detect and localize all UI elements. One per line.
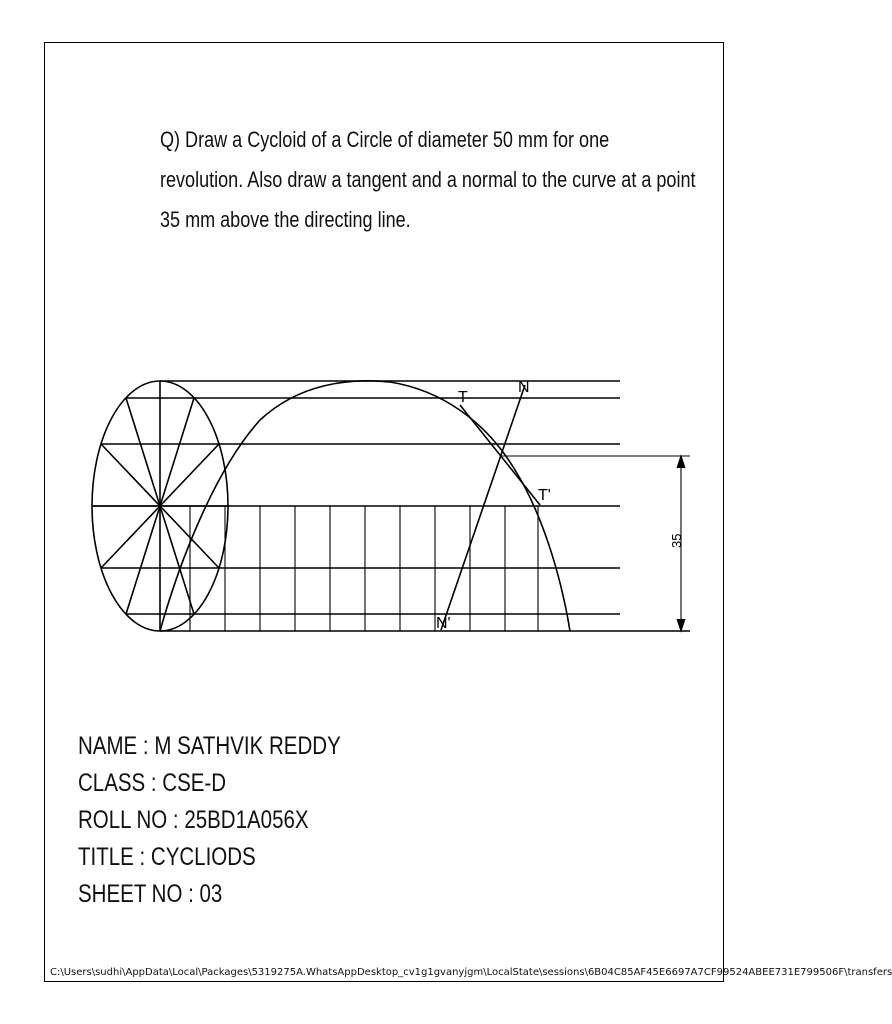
normal-line [441, 385, 525, 630]
dimension-arrow-top [677, 456, 685, 468]
sheet-no-line: SHEET NO : 03 [78, 880, 223, 908]
label-N: N [518, 379, 530, 396]
roll-no-line: ROLL NO : 25BD1A056X [78, 806, 309, 834]
class-line: CLASS : CSE-D [78, 769, 227, 797]
question-line-2: revolution. Also draw a tangent and a normal to the curve at a point [160, 167, 696, 192]
label-N-prime: N' [436, 615, 451, 632]
label-T-prime: T' [538, 487, 551, 504]
dimension-label: 35 [669, 533, 684, 548]
title-line: TITLE : CYCLIODS [78, 843, 256, 871]
label-T: T [458, 389, 468, 406]
dimension-arrow-bottom [677, 619, 685, 631]
name-line: NAME : M SATHVIK REDDY [78, 732, 341, 760]
student-info-block [78, 728, 341, 913]
question-line-3: 35 mm above the directing line. [160, 207, 411, 232]
tangent-line [460, 405, 540, 505]
question-line-1: Q) Draw a Cycloid of a Circle of diameter 50 mm for one [160, 127, 610, 152]
dimension-35 [500, 456, 690, 631]
footer-file-path: C:\Users\sudhi\AppData\Local\Packages\5319275A.WhatsAppDesktop_cv1g1gvanyjgm\LocalState\sessions\6B04C85AF45E6697A7CF99524ABEE731E799506F\transfers [50, 967, 892, 978]
